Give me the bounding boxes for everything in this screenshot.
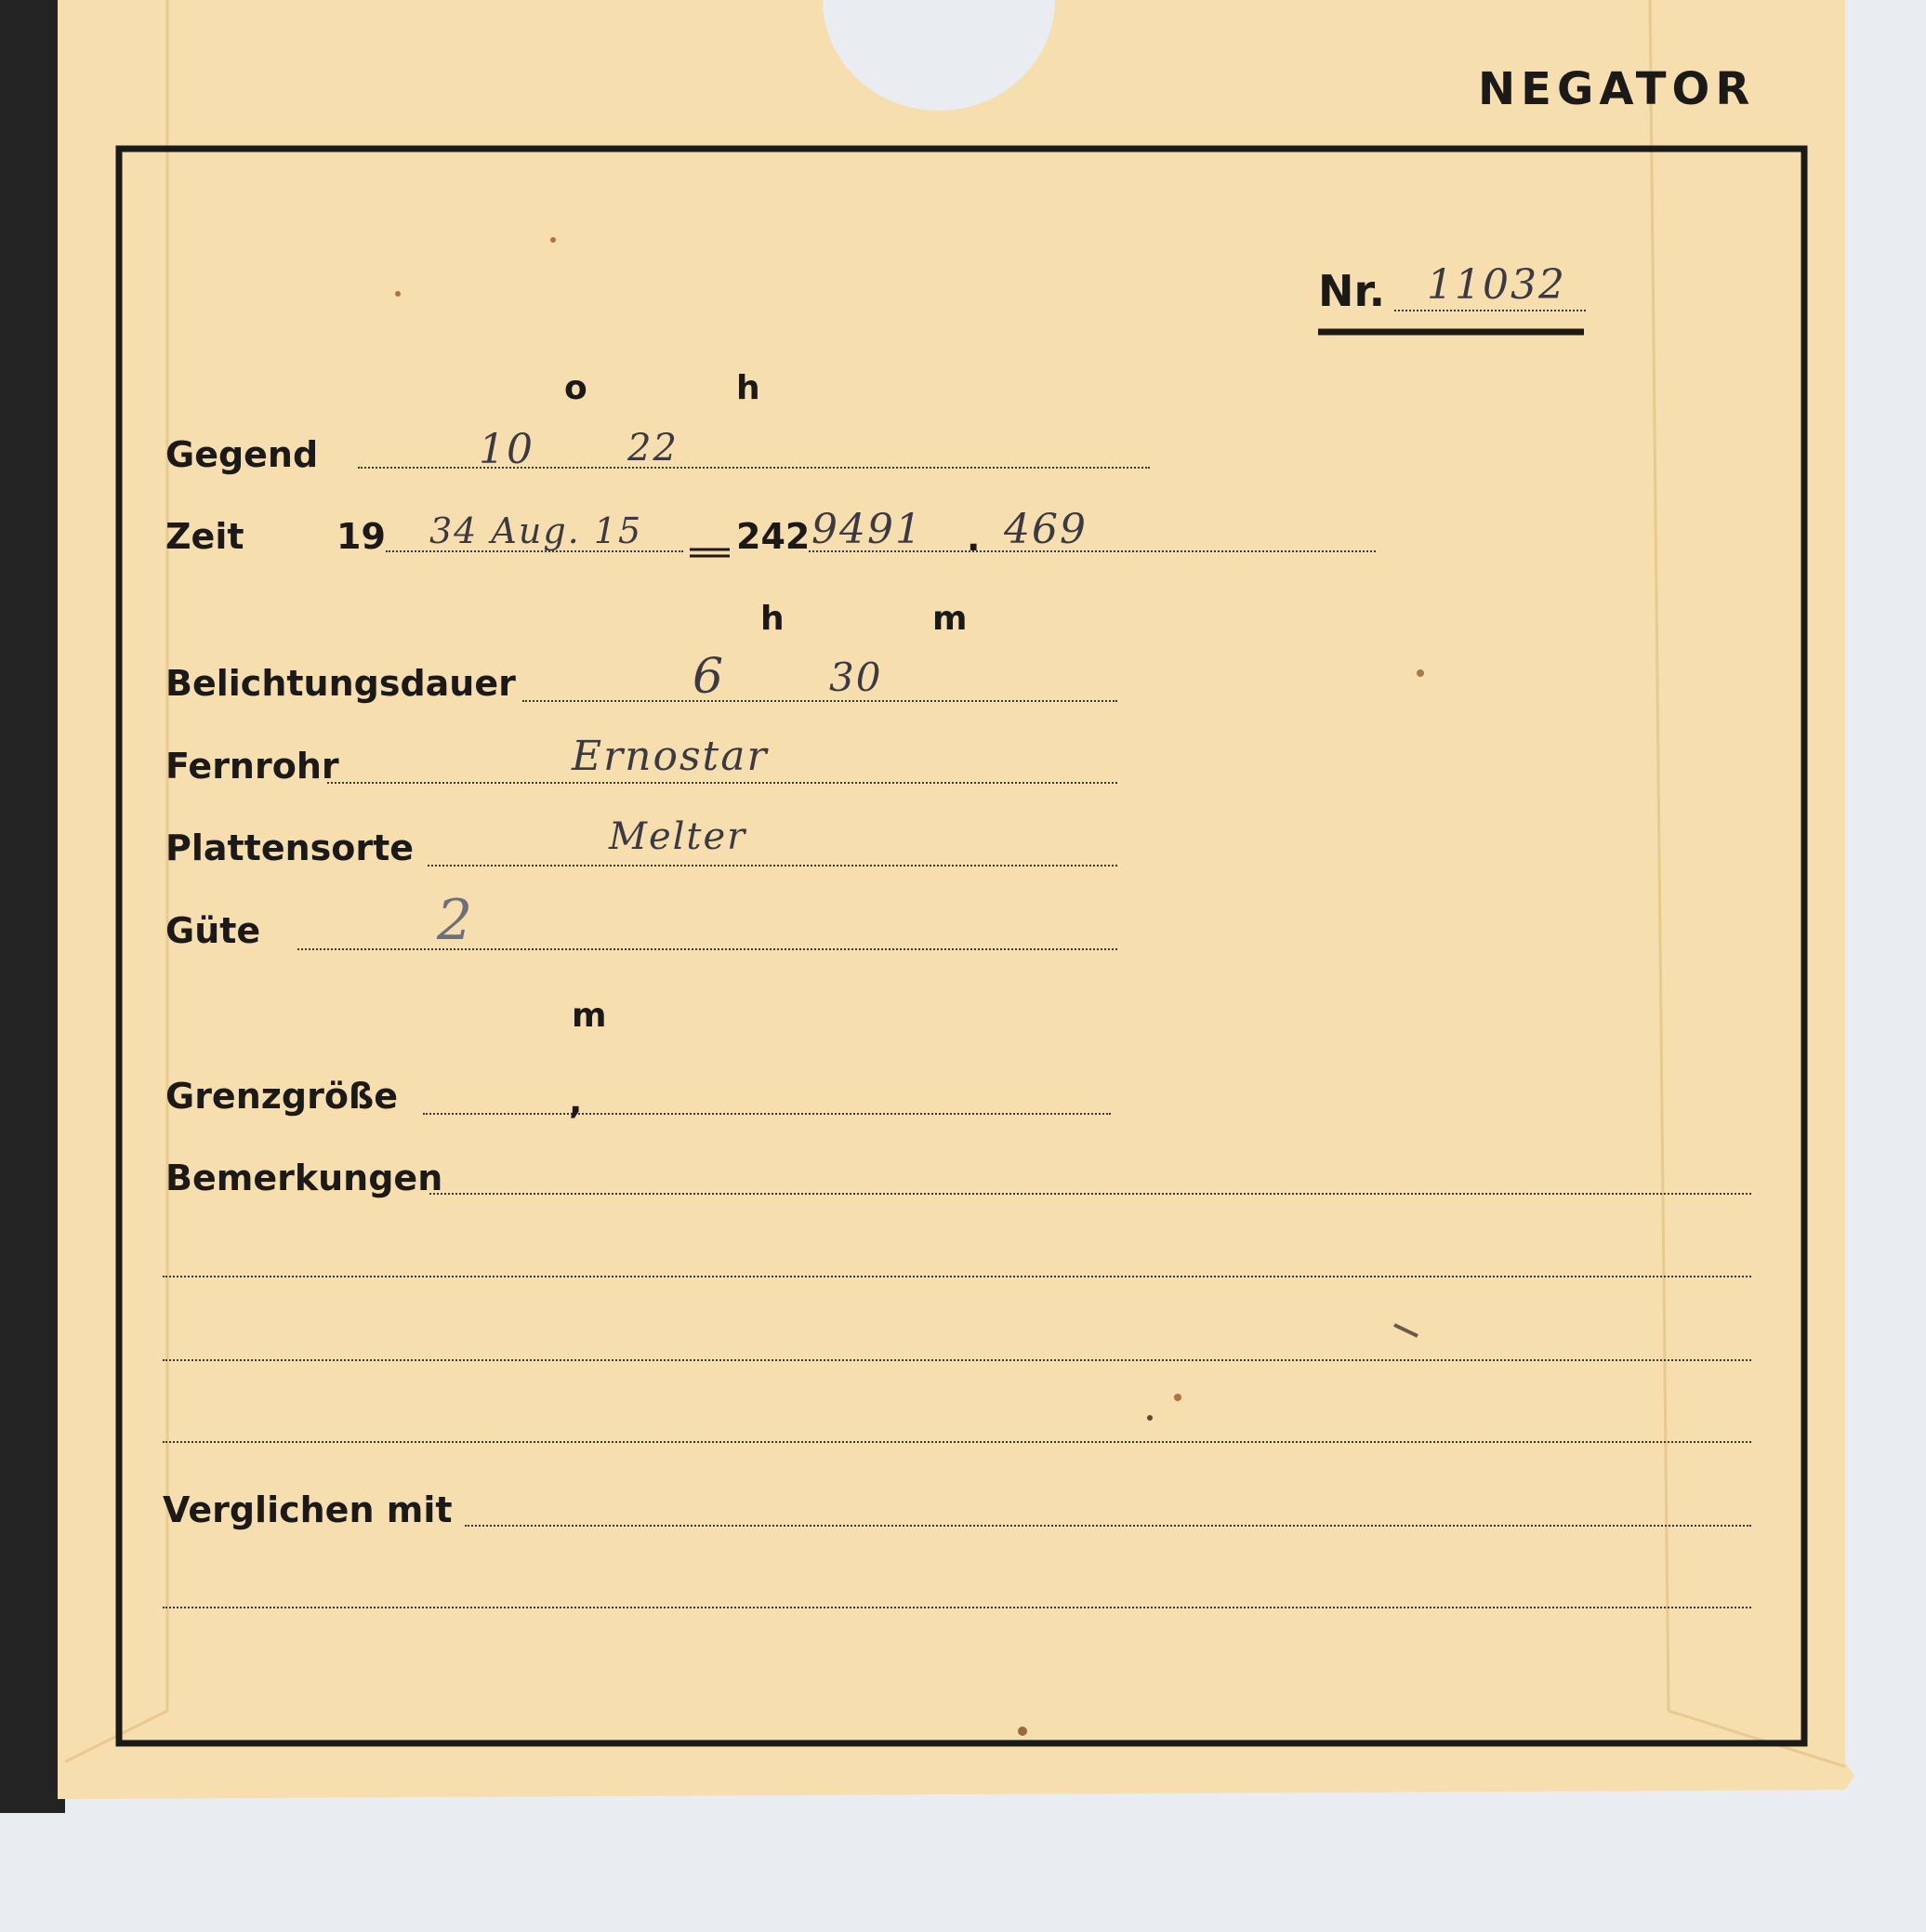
number-value: 11032 bbox=[1427, 261, 1566, 309]
dauer-unit-h: h bbox=[760, 600, 785, 638]
gegend-value-2: 22 bbox=[627, 427, 679, 470]
belichtungsdauer-dotted-line bbox=[522, 700, 1117, 702]
verglichen-line-2 bbox=[163, 1607, 1751, 1608]
guete-label: Güte bbox=[165, 910, 261, 951]
fernrohr-dotted-line bbox=[327, 782, 1117, 784]
guete-value: 2 bbox=[437, 888, 475, 953]
grenzgroesse-separator: , bbox=[569, 1080, 583, 1121]
fernrohr-value: Ernostar bbox=[572, 733, 769, 780]
zeit-jd-value: 9491 bbox=[811, 506, 923, 553]
zeit-date: 34 Aug. 15 bbox=[429, 510, 643, 551]
belichtungsdauer-label: Belichtungsdauer bbox=[165, 663, 516, 704]
bemerkungen-label: Bemerkungen bbox=[165, 1158, 443, 1198]
verglichen-dotted-line bbox=[465, 1525, 1751, 1527]
bemerkungen-line-3 bbox=[163, 1359, 1751, 1361]
zeit-label: Zeit bbox=[165, 516, 244, 557]
binding-spine bbox=[0, 0, 65, 1813]
plattensorte-dotted-line bbox=[428, 865, 1117, 867]
brand-title: NEGATOR bbox=[1478, 63, 1756, 115]
zeit-jd-prefix: 242 bbox=[736, 516, 811, 557]
plattensorte-value: Melter bbox=[609, 815, 747, 858]
gegend-unit-h: h bbox=[736, 369, 760, 407]
zeit-jd-fraction: 469 bbox=[1004, 506, 1088, 553]
number-label: Nr. bbox=[1318, 266, 1386, 316]
belichtungsdauer-hours: 6 bbox=[693, 649, 726, 705]
grenzgroesse-label: Grenzgröße bbox=[165, 1076, 399, 1117]
grenzgroesse-dotted-line bbox=[423, 1113, 1111, 1115]
fernrohr-label: Fernrohr bbox=[165, 746, 339, 787]
gegend-label: Gegend bbox=[165, 434, 319, 475]
bemerkungen-line-2 bbox=[163, 1276, 1751, 1277]
number-dotted-line bbox=[1394, 310, 1586, 311]
zeit-prefix: 19 bbox=[336, 516, 386, 557]
guete-dotted-line bbox=[297, 948, 1117, 950]
belichtungsdauer-minutes: 30 bbox=[829, 655, 883, 700]
grenz-unit-m: m bbox=[572, 997, 607, 1035]
gegend-value-1: 10 bbox=[479, 426, 534, 473]
dauer-unit-m: m bbox=[932, 600, 968, 638]
zeit-jd-separator: . bbox=[967, 518, 981, 559]
gegend-unit-o: o bbox=[564, 369, 587, 407]
plattensorte-label: Plattensorte bbox=[165, 827, 415, 868]
gegend-dotted-line bbox=[358, 467, 1150, 469]
bemerkungen-dotted-line bbox=[429, 1193, 1751, 1195]
verglichen-label: Verglichen mit bbox=[163, 1489, 453, 1530]
bemerkungen-line-4 bbox=[163, 1441, 1751, 1443]
